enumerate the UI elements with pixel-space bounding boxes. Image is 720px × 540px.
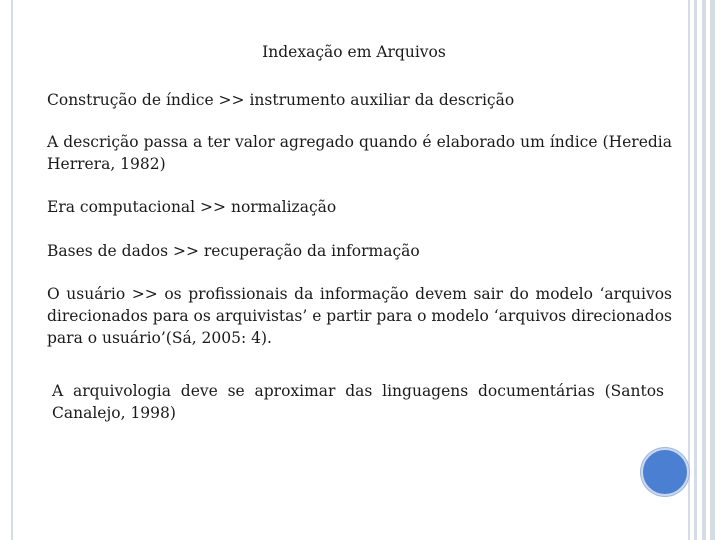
slide-title: Indexação em Arquivos — [262, 43, 446, 61]
right-border-line — [702, 0, 706, 540]
paragraph: Bases de dados >> recuperação da informação — [47, 242, 420, 260]
right-border-line — [710, 0, 715, 540]
paragraph: Era computacional >> normalização — [47, 198, 337, 216]
paragraph: A arquivologia deve se aproximar das linguagens documentárias (Santos Canalejo, 1998) — [52, 382, 664, 422]
decorative-circle — [641, 448, 689, 496]
paragraph: O usuário >> os profissionais da informação devem sair do modelo ‘arquivos direcionados para os arquivistas’ e partir para o modelo ‘arquivos direcionados para o usuário’(Sá, 2005: 4). — [47, 285, 673, 347]
paragraph: A descrição passa a ter valor agregado quando é elaborado um índice (Heredia Herrera, 1982) — [47, 133, 672, 173]
left-border-line — [11, 0, 13, 540]
right-border-line — [688, 0, 690, 540]
right-border-line — [694, 0, 697, 540]
paragraph: Construção de índice >> instrumento auxiliar da descrição — [47, 91, 515, 109]
